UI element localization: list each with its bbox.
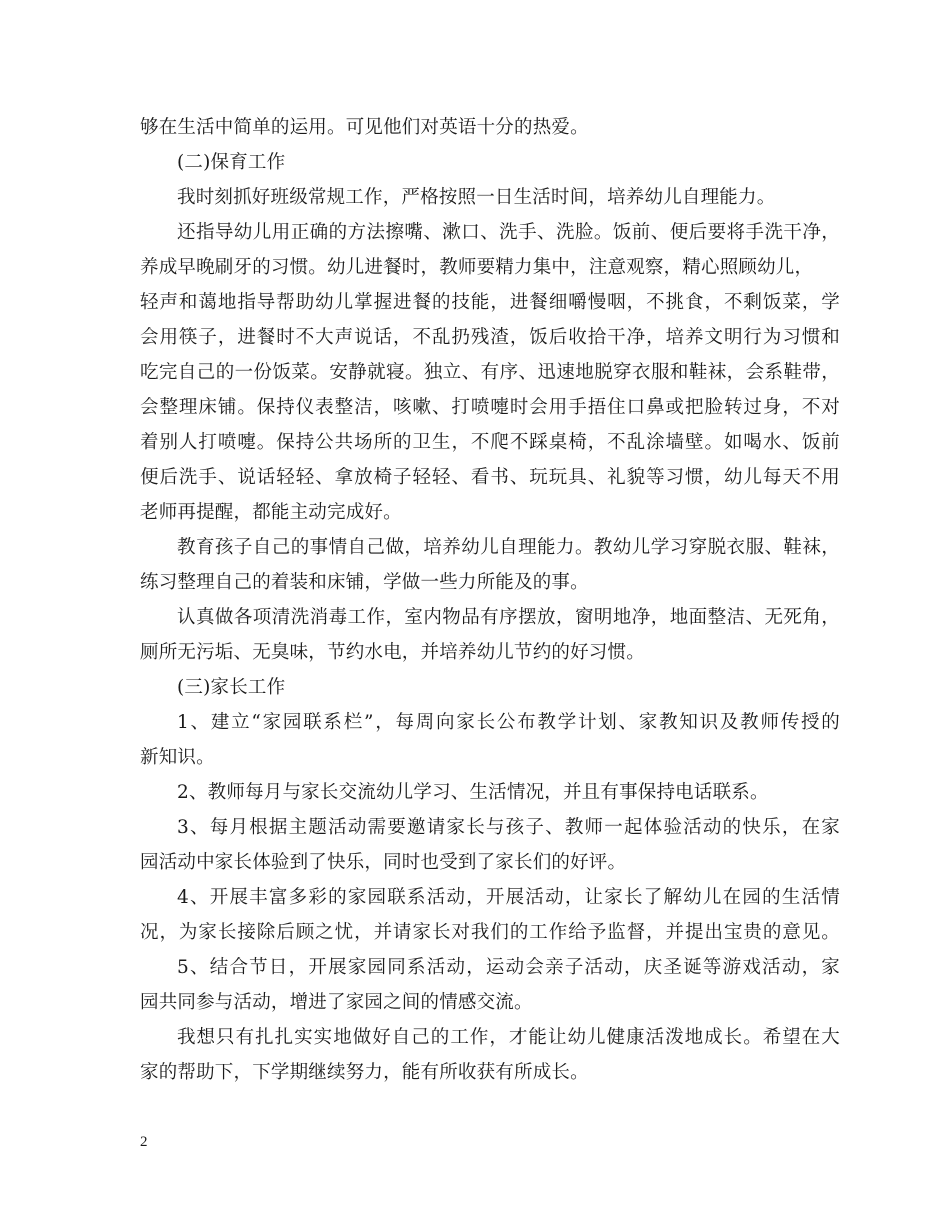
text-line: 园共同参与活动，增进了家园之间的情感交流。	[140, 992, 533, 1013]
text-line: 5、结合节日，开展家园同系活动，运动会亲子活动，庆圣诞等游戏活动，家	[177, 957, 840, 978]
page-number: 2	[140, 1134, 148, 1150]
text-line: 够在生活中简单的运用。可见他们对英语十分的热爱。	[140, 117, 589, 138]
text-line: 4、开展丰富多彩的家园联系活动，开展活动，让家长了解幼儿在园的生活情	[177, 887, 840, 908]
text-line: 着别人打喷嚏。保持公共场所的卫生，不爬不踩桌椅，不乱涂墙壁。如喝水、饭前	[140, 432, 840, 453]
text-line: 2、教师每月与家长交流幼儿学习、生活情况，并且有事保持电话联系。	[177, 782, 769, 803]
text-line: 会用筷子，进餐时不大声说话，不乱扔残渣，饭后收拾干净，培养文明行为习惯和	[140, 327, 840, 348]
text-line: 厕所无污垢、无臭味，节约水电，并培养幼儿节约的好习惯。	[140, 642, 645, 663]
text-line: 况，为家长接除后顾之忧，并请家长对我们的工作给予监督，并提出宝贵的意见。	[140, 922, 840, 943]
text-line: 教育孩子自己的事情自己做，培养幼儿自理能力。教幼儿学习穿脱衣服、鞋袜，	[177, 537, 840, 558]
text-line: 1、建立“家园联系栏”，每周向家长公布教学计划、家教知识及教师传授的	[177, 712, 840, 733]
text-line: 家的帮助下，下学期继续努力，能有所收获有所成长。	[140, 1062, 589, 1083]
text-line: 还指导幼儿用正确的方法擦嘴、漱口、洗手、洗脸。饭前、便后要将手洗干净，	[177, 222, 840, 243]
text-line: 我想只有扎扎实实地做好自己的工作，才能让幼儿健康活泼地成长。希望在大	[177, 1027, 840, 1048]
text-line: 园活动中家长体验到了快乐，同时也受到了家长们的好评。	[140, 852, 627, 873]
text-line: 新知识。	[140, 747, 215, 768]
text-line: 吃完自己的一份饭菜。安静就寝。独立、有序、迅速地脱穿衣服和鞋袜，会系鞋带，	[140, 362, 840, 383]
text-line: 轻声和蔼地指导帮助幼儿掌握进餐的技能，进餐细嚼慢咽，不挑食，不剩饭菜，学	[140, 292, 840, 313]
text-line: 便后洗手、说话轻轻、拿放椅子轻轻、看书、玩玩具、礼貌等习惯，幼儿每天不用	[140, 467, 840, 488]
text-line: 练习整理自己的着装和床铺，学做一些力所能及的事。	[140, 572, 589, 593]
text-line: 养成早晚刷牙的习惯。幼儿进餐时，教师要精力集中，注意观察，精心照顾幼儿，	[140, 257, 814, 278]
section-heading: (二)保育工作	[177, 152, 286, 173]
text-line: 认真做各项清洗消毒工作，室内物品有序摆放，窗明地净，地面整洁、无死角，	[177, 607, 840, 628]
text-line: 3、每月根据主题活动需要邀请家长与孩子、教师一起体验活动的快乐，在家	[177, 817, 840, 838]
text-line: 我时刻抓好班级常规工作，严格按照一日生活时间，培养幼儿自理能力。	[177, 187, 776, 208]
section-heading: (三)家长工作	[177, 677, 286, 698]
text-line: 会整理床铺。保持仪表整洁，咳嗽、打喷嚏时会用手捂住口鼻或把脸转过身，不对	[140, 397, 840, 418]
text-line: 老师再提醒，都能主动完成好。	[140, 502, 402, 523]
